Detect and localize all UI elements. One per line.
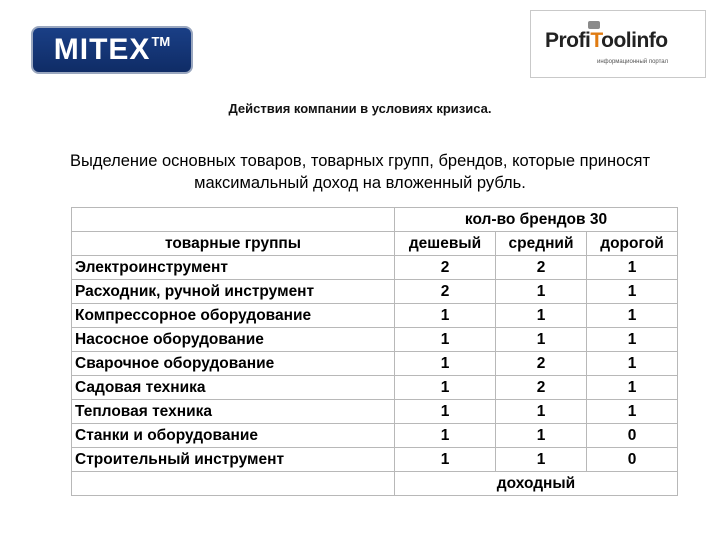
table-row	[72, 304, 678, 328]
brand-t: T	[590, 29, 602, 52]
table-cell-medium: 1	[496, 424, 587, 448]
table-cell-medium: 2	[496, 376, 587, 400]
table-row	[72, 448, 678, 472]
table-row	[72, 328, 678, 352]
brand-post: oolinfo	[601, 29, 668, 52]
profitoolinfo-brand	[545, 29, 668, 53]
table-cell-cheap: 1	[395, 424, 496, 448]
table-cell-group: Садовая техника	[72, 376, 395, 400]
table-header-row-1	[72, 208, 678, 232]
brands-count-header: кол-во брендов 30	[395, 208, 678, 232]
table-cell-medium: 2	[496, 352, 587, 376]
table-cell-expensive: 1	[587, 280, 678, 304]
table-header-row-2	[72, 232, 678, 256]
profitoolinfo-logo	[530, 10, 706, 78]
table-cell-medium: 1	[496, 400, 587, 424]
table-cell-medium: 1	[496, 448, 587, 472]
table-cell-expensive: 1	[587, 352, 678, 376]
table-cell-medium: 1	[496, 304, 587, 328]
column-header-expensive: дорогой	[587, 232, 678, 256]
column-header-cheap: дешевый	[395, 232, 496, 256]
table-cell-expensive: 1	[587, 328, 678, 352]
table-row	[72, 352, 678, 376]
slide-subtitle: Действия компании в условиях кризиса.	[228, 101, 492, 116]
table-cell-cheap: 1	[395, 400, 496, 424]
table-cell-medium: 2	[496, 256, 587, 280]
table-row	[72, 256, 678, 280]
table-cell-expensive: 0	[587, 424, 678, 448]
mitex-logo-tm: TM	[151, 34, 171, 49]
table-cell-cheap: 1	[395, 448, 496, 472]
table-footer-blank	[72, 472, 395, 496]
table-row	[72, 400, 678, 424]
table-cell-group: Электроинструмент	[72, 256, 395, 280]
brands-table	[71, 207, 678, 496]
table-cell-group: Станки и оборудование	[72, 424, 395, 448]
table-cell-expensive: 1	[587, 376, 678, 400]
table-row	[72, 376, 678, 400]
intro-text: Выделение основных товаров, товарных групп, брендов, которые приносят максимальный доход на вложенный рубль.	[69, 152, 651, 192]
table-cell-group: Компрессорное оборудование	[72, 304, 395, 328]
table-row	[72, 424, 678, 448]
table-footer-label: доходный	[395, 472, 678, 496]
table-cell-cheap: 1	[395, 328, 496, 352]
table-cell-group: Тепловая техника	[72, 400, 395, 424]
table-cell-cheap: 1	[395, 304, 496, 328]
table-body	[72, 256, 678, 472]
table-cell-expensive: 1	[587, 400, 678, 424]
table-cell-expensive: 0	[587, 448, 678, 472]
table-cell-cheap: 1	[395, 376, 496, 400]
table-cell-expensive: 1	[587, 256, 678, 280]
table-cell-cheap: 1	[395, 352, 496, 376]
table-cell-expensive: 1	[587, 304, 678, 328]
table-cell-group: Насосное оборудование	[72, 328, 395, 352]
table-cell-group: Расходник, ручной инструмент	[72, 280, 395, 304]
table-corner-cell	[72, 208, 395, 232]
column-header-medium: средний	[496, 232, 587, 256]
table-cell-cheap: 2	[395, 256, 496, 280]
profitoolinfo-tagline: информационный портал	[597, 59, 669, 65]
table-row	[72, 280, 678, 304]
mitex-logo-word: MITEX	[53, 33, 151, 66]
mitex-logo	[31, 26, 193, 74]
table-cell-group: Сварочное оборудование	[72, 352, 395, 376]
table-cell-cheap: 2	[395, 280, 496, 304]
hammer-icon	[588, 21, 600, 29]
brand-pre: Profi	[545, 29, 591, 52]
table-footer-row	[72, 472, 678, 496]
table-cell-medium: 1	[496, 328, 587, 352]
group-column-header: товарные группы	[72, 232, 395, 256]
table-cell-medium: 1	[496, 280, 587, 304]
table-cell-group: Строительный инструмент	[72, 448, 395, 472]
